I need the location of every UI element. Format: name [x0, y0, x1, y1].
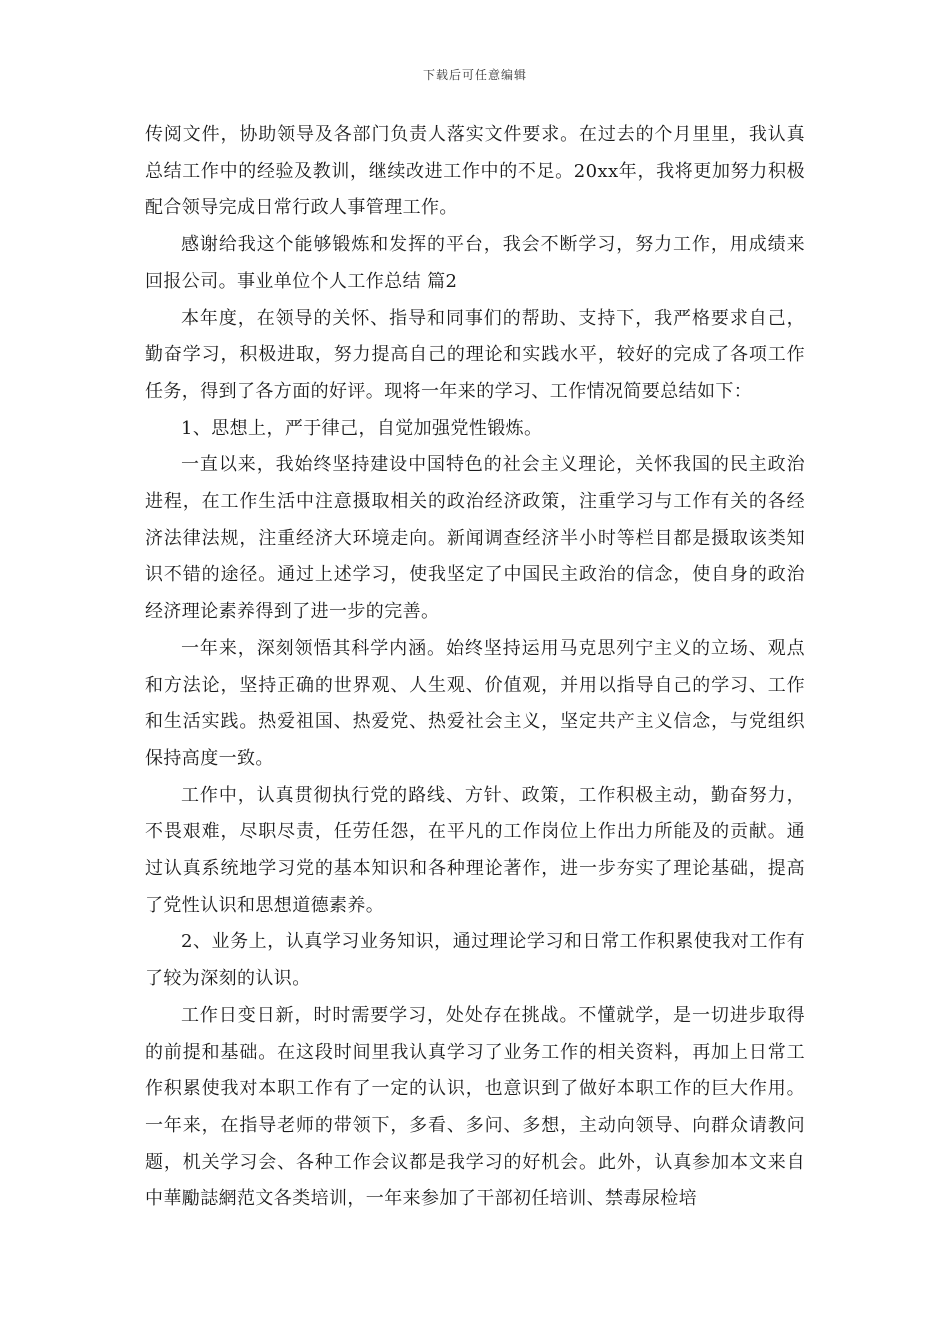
paragraph: 1、思想上，严于律己，自觉加强党性锻炼。: [181, 417, 543, 439]
paragraph: 工作日变日新，时时需要学习，处处存在挑战。不懂就学，是一切进步取得的前提和基础。在这段时间里我认真学习了业务工作的相关资料，再加上日常工作积累使我对本职工作有了一定的认识，也意识到了做好本职工作的巨大作用。一年来，在指导老师的带领下，多看、多问、多想，主动向领导、向群众请教问题，机关学习会、各种工作会议都是我学习的好机会。此外，认真参加本文来自中華勵誌網范文各类培训，一年来参加了干部初任培训、禁毒尿检培: [145, 1004, 805, 1210]
paragraph: 本年度，在领导的关怀、指导和同事们的帮助、支持下，我严格要求自己，勤奋学习，积极进取，努力提高自己的理论和实践水平，较好的完成了各项工作任务，得到了各方面的好评。现将一年来的学习、工作情况简要总结如下：: [145, 307, 805, 402]
paragraph: 感谢给我这个能够锻炼和发挥的平台，我会不断学习，努力工作，用成绩来回报公司。事业单位个人工作总结 篇2: [145, 234, 805, 292]
paragraph: 2、业务上，认真学习业务知识，通过理论学习和日常工作积累使我对工作有了较为深刻的认识。: [145, 931, 805, 990]
paragraph: 一直以来，我始终坚持建设中国特色的社会主义理论，关怀我国的民主政治进程，在工作生活中注意摄取相关的政治经济政策，注重学习与工作有关的各经济法律法规，注重经济大环境走向。新闻调查经济半小时等栏目都是摄取该类知识不错的途径。通过上述学习，使我坚定了中国民主政治的信念，使自身的政治经济理论素养得到了进一步的完善。: [145, 454, 805, 623]
paragraph: 工作中，认真贯彻执行党的路线、方针、政策，工作积极主动，勤奋努力，不畏艰难，尽职尽责，任劳任怨，在平凡的工作岗位上作出力所能及的贡献。通过认真系统地学习党的基本知识和各种理论著作，进一步夯实了理论基础，提高了党性认识和思想道德素养。: [145, 784, 805, 916]
paragraph: 一年来，深刻领悟其科学内涵。始终坚持运用马克思列宁主义的立场、观点和方法论，坚持正确的世界观、人生观、价值观，并用以指导自己的学习、工作和生活实践。热爱祖国、热爱党、热爱社会主义，坚定共产主义信念，与党组织保持高度一致。: [145, 637, 805, 769]
document-body: [145, 117, 805, 1218]
page-header: 下载后可任意编辑: [422, 68, 527, 82]
paragraph: 传阅文件，协助领导及各部门负责人落实文件要求。在过去的个月里里，我认真总结工作中的经验及教训，继续改进工作中的不足。20xx年，我将更加努力积极配合领导完成日常行政人事管理工作。: [145, 124, 805, 219]
